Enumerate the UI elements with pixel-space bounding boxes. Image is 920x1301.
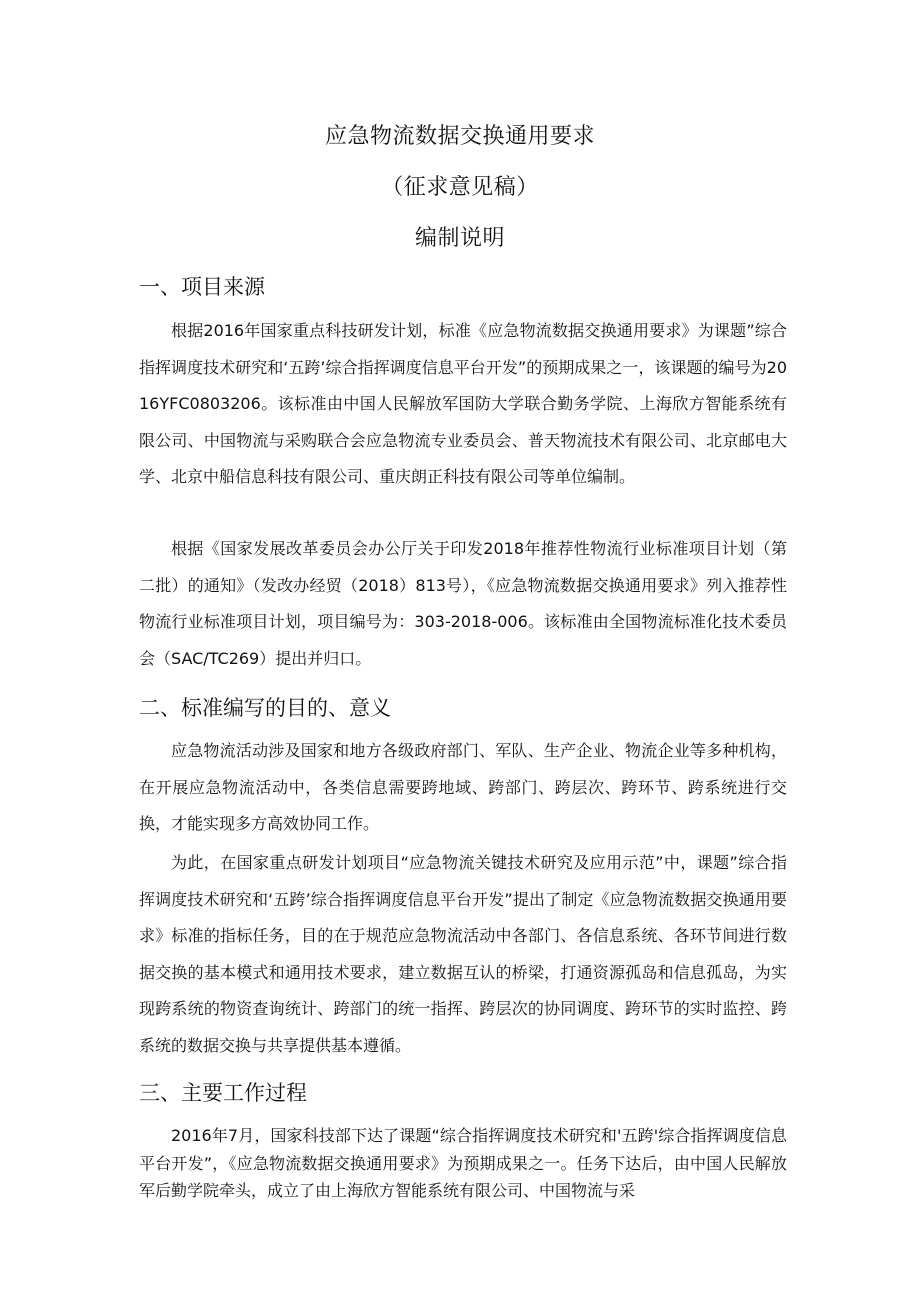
document-subtitle: （征求意见稿） (381, 175, 539, 200)
document-type: 编制说明 (414, 226, 505, 251)
document-title: 应急物流数据交换通用要求 (324, 124, 595, 149)
paragraph: 根据2016年国家重点科技研发计划，标准《应急物流数据交换通用要求》为课题”综合指挥调度技术研究和‘五跨’综合指挥调度信息平台开发”的预期成果之一，该课题的编号为2016YFC0803206。该标准由中国人民解放军国防大学联合勤务学院、上海欣方智能系统有限公司、中国物流与采购联合会应急物流专业委员会、普天物流技术有限公司、北京邮电大学、北京中船信息科技有限公司、重庆朗正科技有限公司等单位编制。 (139, 321, 787, 486)
paragraph: 2016年7月，国家科技部下达了课题“综合指挥调度技术研究和'五跨'综合指挥调度信息平台开发”，《应急物流数据交换通用要求》为预期成果之一。任务下达后，由中国人民解放军后勤学院牵头，成立了由上海欣方智能系统有限公司、中国物流与采 (139, 1126, 787, 1200)
paragraph: 根据《国家发展改革委员会办公厅关于印发2018年推荐性物流行业标准项目计划（第二批）的通知》（发改办经贸（2018）813号），《应急物流数据交换通用要求》列入推荐性物流行业标准项目计划，项目编号为：303-2018-006。该标准由全国物流标准化技术委员会（SAC/TC269）提出并归口。 (139, 539, 787, 668)
section-heading-purpose: 二、标准编写的目的、意义 (139, 696, 391, 720)
paragraph: 应急物流活动涉及国家和地方各级政府部门、军队、生产企业、物流企业等多种机构，在开展应急物流活动中，各类信息需要跨地域、跨部门、跨层次、跨环节、跨系统进行交换，才能实现多方高效协同工作。 (139, 741, 787, 833)
paragraph: 为此，在国家重点研发计划项目“应急物流关键技术研究及应用示范”中，课题”综合指挥调度技术研究和‘五跨’综合指挥调度信息平台开发”提出了制定《应急物流数据交换通用要求》标准的指标任务，目的在于规范应急物流活动中各部门、各信息系统、各环节间进行数据交换的基本模式和通用技术要求，建立数据互认的桥梁，打通资源孤岛和信息孤岛，为实现跨系统的物资查询统计、跨部门的统一指挥、跨层次的协同调度、跨环节的实时监控、跨系统的数据交换与共享提供基本遵循。 (139, 853, 787, 1055)
section-heading-work-process: 三、主要工作过程 (139, 1081, 307, 1105)
section-heading-project-source: 一、项目来源 (139, 275, 265, 299)
